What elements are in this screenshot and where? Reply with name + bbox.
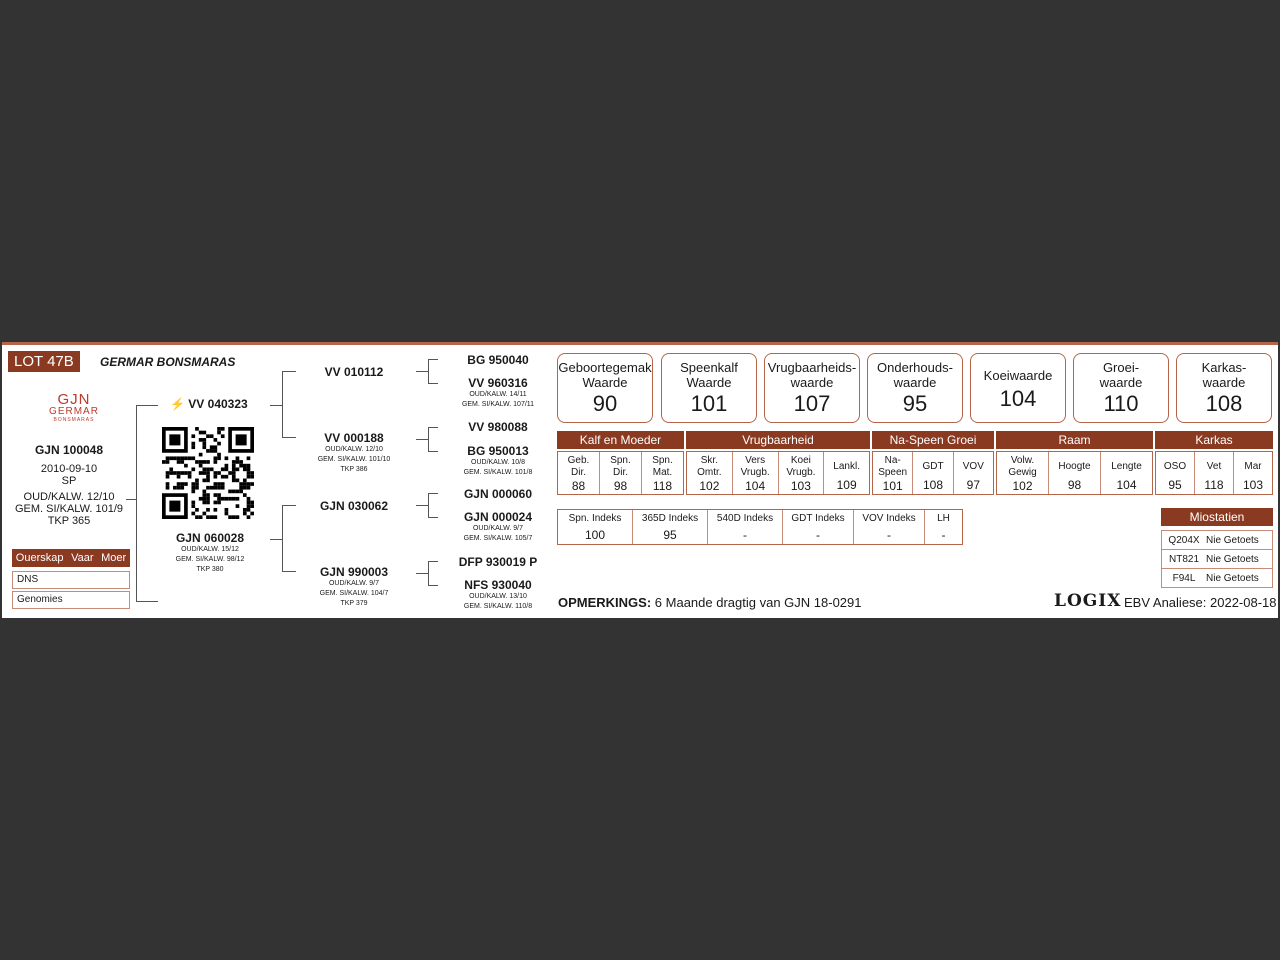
ownership-row-dns: DNS xyxy=(12,571,130,589)
logo-line2: GERMAR xyxy=(49,406,99,417)
logix-logo: LOGIX xyxy=(1054,591,1122,611)
score-value: 108 xyxy=(1205,391,1243,416)
trait-cell: Spn. Dir. 98 xyxy=(600,452,642,494)
connector-line xyxy=(126,499,136,500)
score-label: Geboortegemak Waarde xyxy=(558,360,652,390)
gen2-sd-oud: OUD/KALW. 12/10 xyxy=(325,446,383,453)
gen3-dss: GJN 000060 xyxy=(463,487,533,501)
gen3-dsd-reg: GJN 000024 xyxy=(463,510,533,524)
score-groei xyxy=(1073,353,1169,423)
connector-line xyxy=(416,573,428,574)
dam-reg: GJN 060028 xyxy=(175,531,245,545)
dam-gem: GEM. SI/KALW. 98/12 xyxy=(175,556,245,563)
score-speenkalf xyxy=(661,353,757,423)
animal-dob: 2010-09-10 xyxy=(40,463,98,475)
gen3-sdd-oud: OUD/KALW. 10/8 xyxy=(471,459,525,466)
gen3-sdd-gem: GEM. SI/KALW. 101/8 xyxy=(463,469,533,476)
trait-cell: Skr. Omtr. 102 xyxy=(687,452,733,494)
gen2-dd-tkp: TKP 379 xyxy=(340,600,368,607)
ownership-vaar: Vaar xyxy=(71,552,94,564)
gen3-dsd-oud: OUD/KALW. 9/7 xyxy=(472,525,524,532)
score-karkas xyxy=(1176,353,1272,423)
score-label: Karkas- waarde xyxy=(1201,360,1247,390)
connector-line xyxy=(270,405,282,406)
gen3-ddd-gem: GEM. SI/KALW. 110/8 xyxy=(463,603,533,610)
score-value: 110 xyxy=(1103,391,1139,416)
gen3-ddd-oud: OUD/KALW. 13/10 xyxy=(469,593,527,600)
trait-cell: OSO 95 xyxy=(1156,452,1195,494)
breeder-logo xyxy=(42,393,106,423)
connector-line xyxy=(428,359,429,383)
score-value: 90 xyxy=(592,391,618,416)
grid-vrugbaarheid xyxy=(686,451,870,495)
section-kalf-en-moeder: Kalf en Moeder xyxy=(557,431,684,449)
gen3-ssd-gem: GEM. SI/KALW. 107/11 xyxy=(461,401,535,408)
trait-cell: VOV 97 xyxy=(962,461,984,492)
connector-line xyxy=(428,427,438,428)
trait-cell: Lankl. 109 xyxy=(833,461,860,492)
index-cell: VOV Indeks - xyxy=(854,510,925,544)
ownership-header xyxy=(12,549,130,567)
index-cell: 540D Indeks - xyxy=(708,510,783,544)
gen2-sd-gem: GEM. SI/KALW. 101/10 xyxy=(317,456,391,463)
gen3-dsd-gem: GEM. SI/KALW. 105/7 xyxy=(463,535,533,542)
trait-cell: Lengte 104 xyxy=(1111,461,1142,492)
gen2-dd-gem: GEM. SI/KALW. 104/7 xyxy=(319,590,389,597)
connector-line xyxy=(428,561,438,562)
connector-line xyxy=(282,571,296,572)
trait-cell: Hoogte 98 xyxy=(1049,452,1101,494)
gen3-ssd-oud: OUD/KALW. 14/11 xyxy=(469,391,527,398)
connector-line xyxy=(428,517,438,518)
connector-line xyxy=(428,493,429,517)
gen2-dam-sire: GJN 030062 xyxy=(319,499,389,513)
animal-tkp: TKP 365 xyxy=(47,515,91,527)
score-vrugbaarheid xyxy=(764,353,860,423)
index-cell: LH - xyxy=(937,513,950,542)
connector-line xyxy=(136,601,158,602)
section-na-speen-groei: Na-Speen Groei xyxy=(872,431,994,449)
animal-gem: GEM. SI/KALW. 101/9 xyxy=(14,503,123,515)
animal-info xyxy=(10,443,128,527)
trait-cell: Geb. Dir. 88 xyxy=(558,452,600,494)
connector-line xyxy=(428,493,438,494)
trait-cell: Volw. Gewig 102 xyxy=(997,452,1049,494)
animal-code: SP xyxy=(61,475,77,487)
ownership-title: Ouerskap xyxy=(15,552,64,564)
connector-line xyxy=(282,505,283,571)
connector-line xyxy=(270,539,282,540)
logo-line1: GJN xyxy=(57,391,91,408)
connector-line xyxy=(136,405,137,601)
animal-oud: OUD/KALW. 12/10 xyxy=(23,491,115,503)
farm-name: GERMAR BONSMARAS xyxy=(100,355,236,369)
score-koeiwaarde xyxy=(970,353,1066,423)
miostatien-table xyxy=(1161,508,1273,588)
miostatien-row: Q204X Nie Getoets xyxy=(1161,530,1273,550)
trait-cell: GDT 108 xyxy=(913,452,953,494)
gen2-sd-tkp: TKP 386 xyxy=(340,466,368,473)
gen2-dd-reg: GJN 990003 xyxy=(319,565,389,579)
gen2-sire-sire: VV 010112 xyxy=(324,365,384,379)
grid-kalf-en-moeder xyxy=(557,451,684,495)
connector-line xyxy=(416,439,428,440)
index-table xyxy=(557,509,963,545)
trait-cell: Vet 118 xyxy=(1195,452,1234,494)
connector-line xyxy=(428,451,438,452)
connector-line xyxy=(428,359,438,360)
ownership-row-genomies: Genomies xyxy=(12,591,130,609)
gen3-dds: DFP 930019 P xyxy=(458,555,538,569)
index-cell: 365D Indeks 95 xyxy=(633,510,708,544)
score-onderhouds xyxy=(867,353,963,423)
gen3-ssd-reg: VV 960316 xyxy=(468,376,528,390)
sire-icon: ⚡ xyxy=(170,397,185,411)
ebv-date: EBV Analiese: 2022-08-18 xyxy=(1124,595,1277,610)
trait-cell: Koei Vrugb. 103 xyxy=(779,452,825,494)
index-cell: GDT Indeks - xyxy=(783,510,854,544)
trait-cell: Vers Vrugb. 104 xyxy=(733,452,779,494)
score-label: Groei- waarde xyxy=(1099,360,1143,390)
connector-line xyxy=(428,585,438,586)
score-value: 107 xyxy=(793,391,831,416)
gen2-dam-dam xyxy=(302,565,406,609)
gen3-sdd-reg: BG 950013 xyxy=(467,444,529,458)
connector-line xyxy=(416,505,428,506)
trait-cell: Spn. Mat. 118 xyxy=(652,455,673,493)
gen3-dsd xyxy=(446,510,550,544)
sire-reg: VV 040323 xyxy=(188,397,248,411)
lot-badge: LOT 47B xyxy=(8,351,80,372)
grid-raam xyxy=(996,451,1153,495)
index-cell: Spn. Indeks 100 xyxy=(558,510,633,544)
score-label: Koeiwaarde xyxy=(983,368,1053,383)
section-raam: Raam xyxy=(996,431,1153,449)
gen3-ddd-reg: NFS 930040 xyxy=(464,578,532,592)
grid-na-speen-groei xyxy=(872,451,994,495)
gen2-sd-reg: VV 000188 xyxy=(324,431,384,445)
grid-karkas xyxy=(1155,451,1273,495)
section-vrugbaarheid: Vrugbaarheid xyxy=(686,431,870,449)
sire xyxy=(170,397,248,411)
connector-line xyxy=(136,405,158,406)
gen3-sdd xyxy=(446,444,550,478)
score-label: Vrugbaarheids- waarde xyxy=(767,360,857,390)
score-geboortegemak xyxy=(557,353,653,423)
remarks-label: OPMERKINGS: xyxy=(558,595,652,610)
score-value: 95 xyxy=(902,391,928,416)
gen3-ssd xyxy=(446,376,550,410)
connector-line xyxy=(282,505,296,506)
trait-cell: Na- Speen 101 xyxy=(873,452,913,494)
connector-line xyxy=(428,383,438,384)
remarks-text: 6 Maande dragtig van GJN 18-0291 xyxy=(654,595,862,610)
gen2-sire-dam xyxy=(302,431,406,475)
score-value: 104 xyxy=(999,386,1037,411)
connector-line xyxy=(428,427,429,451)
gen3-sss: BG 950040 xyxy=(467,353,529,367)
dam-oud: OUD/KALW. 15/12 xyxy=(181,546,239,553)
gen3-sds: VV 980088 xyxy=(468,420,528,434)
remarks xyxy=(558,595,861,610)
section-karkas: Karkas xyxy=(1155,431,1273,449)
gen3-ddd xyxy=(446,578,550,612)
gen2-dd-oud: OUD/KALW. 9/7 xyxy=(328,580,380,587)
connector-line xyxy=(282,437,296,438)
animal-reg: GJN 100048 xyxy=(34,443,104,457)
logo-line3: BONSMARAS xyxy=(53,417,95,423)
miostatien-title: Miostatien xyxy=(1161,508,1273,526)
score-value: 101 xyxy=(690,391,728,416)
trait-cell: Mar 103 xyxy=(1242,461,1264,492)
connector-line xyxy=(282,371,296,372)
lot-card xyxy=(2,342,1278,618)
miostatien-row: F94L Nie Getoets xyxy=(1161,569,1273,588)
qr-code[interactable] xyxy=(162,427,254,519)
connector-line xyxy=(428,561,429,585)
score-label: Speenkalf Waarde xyxy=(680,360,738,390)
score-label: Onderhouds- waarde xyxy=(877,360,953,390)
dam-tkp: TKP 380 xyxy=(196,566,224,573)
dam xyxy=(158,531,262,575)
connector-line xyxy=(282,371,283,437)
connector-line xyxy=(416,371,428,372)
miostatien-row: NT821 Nie Getoets xyxy=(1161,550,1273,569)
ownership-moer: Moer xyxy=(101,552,127,564)
